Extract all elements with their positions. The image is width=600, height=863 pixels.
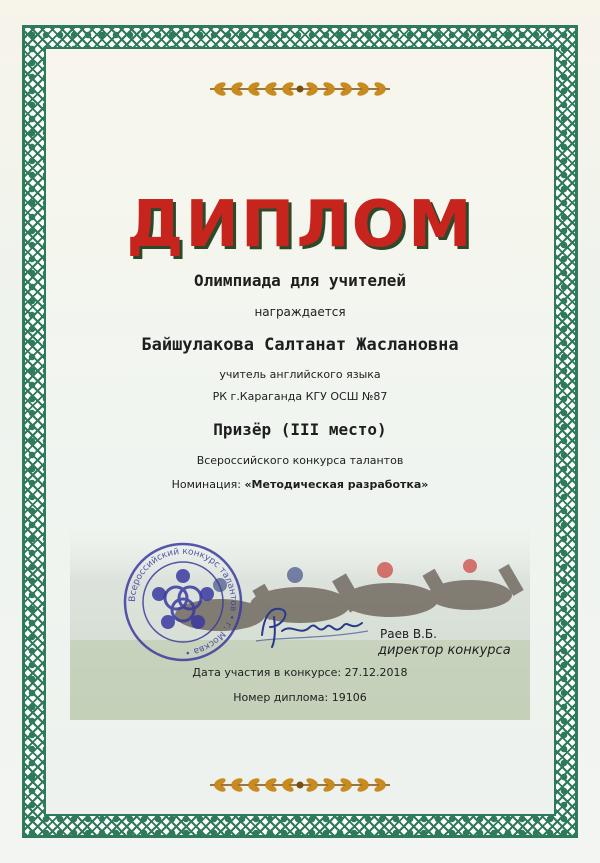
nomination-value: «Методическая разработка» [244,478,429,491]
diploma-number: Номер диплома: 19106 [233,691,367,704]
laurel-garland-icon [205,776,395,794]
seal-ring-text: Всероссийский конкурс талантов • г. Москва • [127,546,239,658]
recipient-name: Байшулакова Салтанат Жаслановна [141,335,459,355]
olympiad-name: Олимпиада для учителей [194,271,406,290]
nomination [0,478,600,491]
participation-date: Дата участия в конкурсе: 27.12.2018 [192,666,408,679]
awarded-label: награждается [254,305,346,319]
contest-name: Всероссийского конкурса талантов [196,454,404,467]
diploma-title: ДИПЛОМ [126,188,474,262]
award-place: Призёр (III место) [213,420,387,439]
signer-role: директор конкурса [378,643,511,658]
nomination-label: Номинация: [171,478,241,491]
recipient-school: РК г.Караганда КГУ ОСШ №87 [212,390,388,403]
signer-name: Раев В.Б. [380,627,437,641]
laurel-garland-icon [205,80,395,98]
contest-seal-icon [121,540,245,664]
recipient-position: учитель английского языка [219,368,381,381]
signature-icon [252,597,372,651]
svg-text:Всероссийский конкурс талантов [128,547,238,657]
